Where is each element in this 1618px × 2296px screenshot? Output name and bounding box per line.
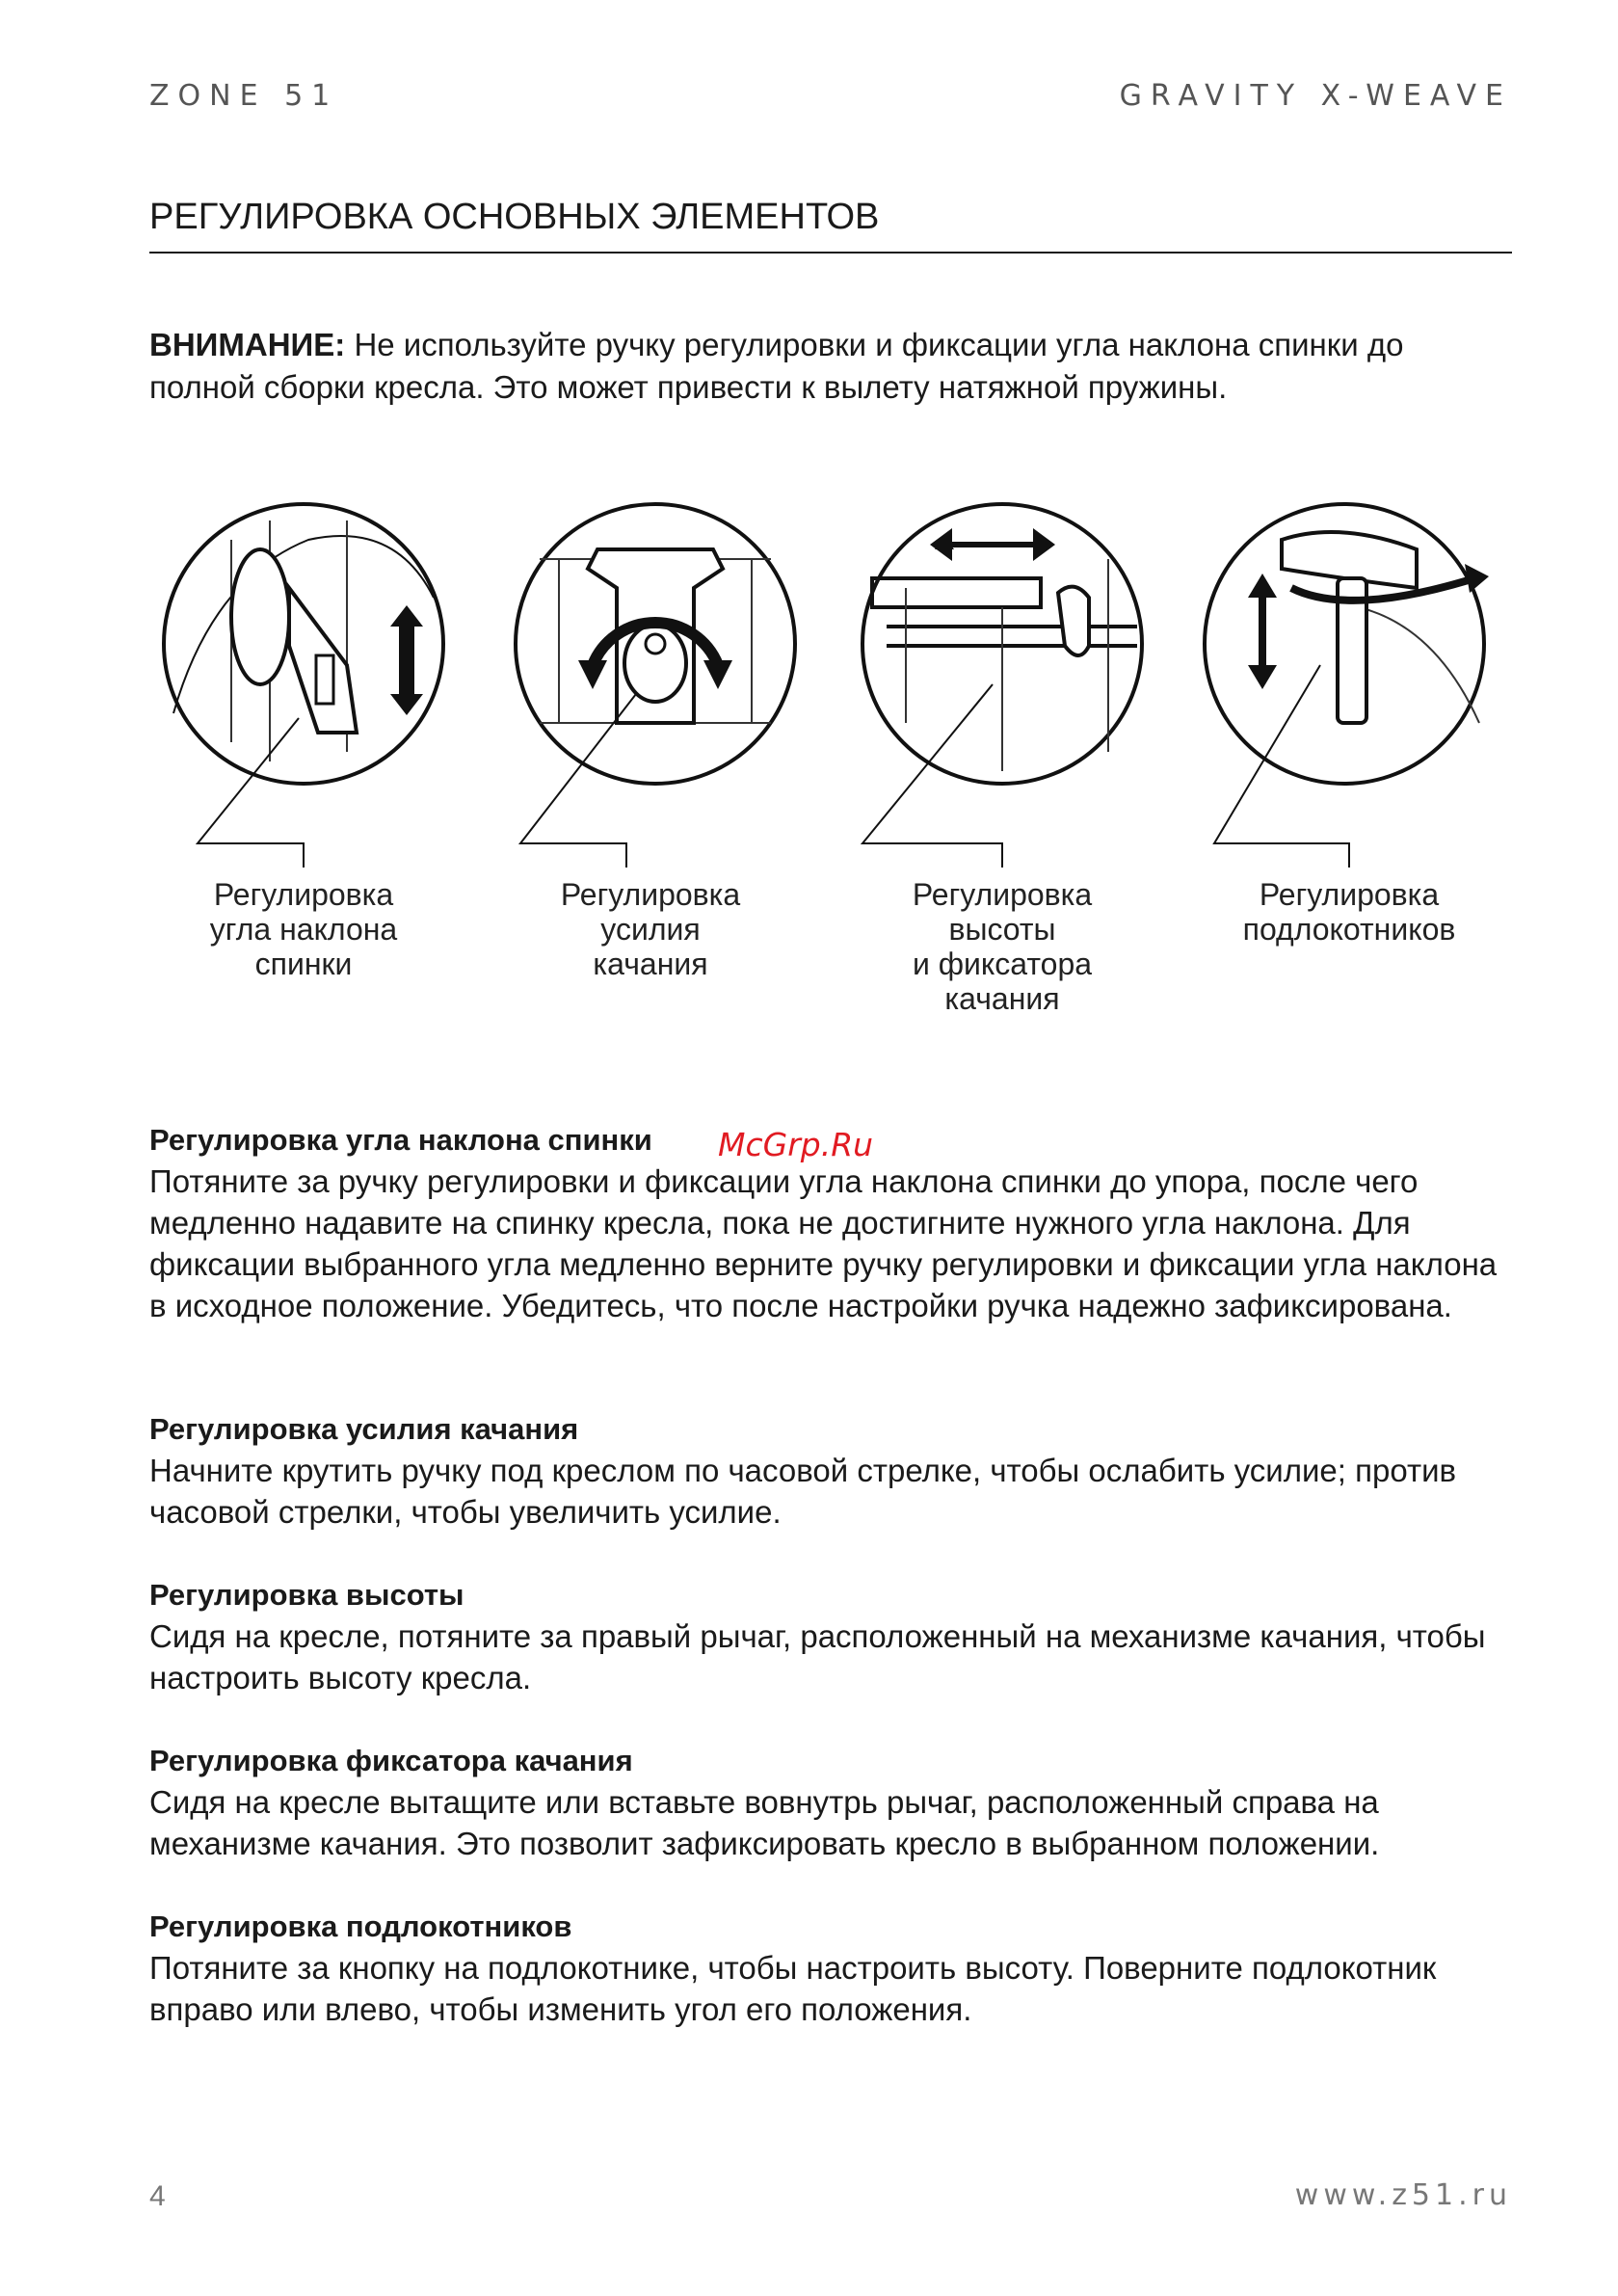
caption-line: высоты bbox=[948, 912, 1056, 947]
instruction-text: Потяните за кнопку на подлокотнике, чтобы настроить высоту. Поверните подлокотник вправо или влево, чтобы изменить угол его положения. bbox=[149, 1950, 1437, 2027]
caption-line: усилия bbox=[600, 912, 701, 947]
caption-backrest-tilt bbox=[159, 877, 448, 981]
instruction-tilt-tension bbox=[149, 1409, 1512, 1533]
caption-tilt-tension bbox=[506, 877, 795, 981]
instruction-title: Регулировка фиксатора качания bbox=[149, 1744, 633, 1777]
warning-label: ВНИМАНИЕ: bbox=[149, 327, 346, 362]
caption-line: Регулировка bbox=[213, 877, 394, 912]
figure-armrest bbox=[1195, 501, 1503, 887]
instruction-text: Сидя на кресле вытащите или вставьте вовнутрь рычаг, расположенный справа на механизме качания. Это позволит зафиксировать кресло в выбранном положении. bbox=[149, 1784, 1380, 1861]
watermark: McGrp.Ru bbox=[718, 1126, 874, 1163]
tilt-tension-icon bbox=[501, 501, 809, 887]
caption-line: Регулировка bbox=[912, 877, 1093, 912]
instruction-title: Регулировка усилия качания bbox=[149, 1412, 579, 1446]
figure-height-lock bbox=[848, 501, 1156, 887]
caption-line: качания bbox=[593, 947, 708, 981]
section-title: РЕГУЛИРОВКА ОСНОВНЫХ ЭЛЕМЕНТОВ bbox=[149, 197, 1512, 254]
instruction-text: Потяните за ручку регулировки и фиксации угла наклона спинки до упора, после чего медленно надавите на спинку кресла, пока не достигните нужного угла наклона. Для фиксации выбранного угла медленно верните ручку регулировки и фиксации угла наклона в исходное положение. Убедитесь, что после настройки ручка надежно зафиксирована. bbox=[149, 1163, 1498, 1323]
product-name: GRAVITY X-WEAVE bbox=[1119, 79, 1512, 113]
caption-line: спинки bbox=[254, 947, 353, 981]
instruction-title: Регулировка подлокотников bbox=[149, 1909, 572, 1943]
brand-logo: ZONE 51 bbox=[149, 79, 339, 113]
height-lock-lever-icon bbox=[848, 501, 1156, 887]
caption-line: Регулировка bbox=[1259, 877, 1440, 912]
warning-text: Не используйте ручку регулировки и фиксации угла наклона спинки до полной сборки кресла. Это может привести к вылету натяжной пружины. bbox=[149, 327, 1404, 405]
instruction-backrest-tilt bbox=[149, 1120, 1512, 1326]
instruction-text: Сидя на кресле, потяните за правый рычаг, расположенный на механизме качания, чтобы настроить высоту кресла. bbox=[149, 1618, 1486, 1695]
instruction-title: Регулировка угла наклона спинки bbox=[149, 1123, 652, 1157]
page-number: 4 bbox=[149, 2180, 166, 2212]
figure-tilt-tension bbox=[501, 501, 809, 887]
caption-height-lock bbox=[858, 877, 1147, 1016]
backrest-tilt-icon bbox=[154, 501, 463, 887]
instruction-text: Начните крутить ручку под креслом по часовой стрелке, чтобы ослабить усилие; против часовой стрелки, чтобы увеличить усилие. bbox=[149, 1453, 1457, 1530]
instruction-title: Регулировка высоты bbox=[149, 1578, 464, 1612]
caption-line: качания bbox=[944, 981, 1060, 1016]
caption-line: угла наклона bbox=[209, 912, 398, 947]
armrest-icon bbox=[1195, 501, 1503, 887]
warning-note bbox=[149, 324, 1512, 409]
instruction-armrest bbox=[149, 1907, 1512, 2030]
instruction-height bbox=[149, 1575, 1512, 1698]
figure-backrest-tilt bbox=[154, 501, 463, 887]
instruction-tilt-lock bbox=[149, 1741, 1512, 1864]
caption-line: Регулировка bbox=[560, 877, 741, 912]
caption-line: подлокотников bbox=[1242, 912, 1456, 947]
website-url: www.z51.ru bbox=[1294, 2178, 1512, 2212]
caption-armrest bbox=[1205, 877, 1494, 947]
caption-line: и фиксатора bbox=[912, 947, 1093, 981]
